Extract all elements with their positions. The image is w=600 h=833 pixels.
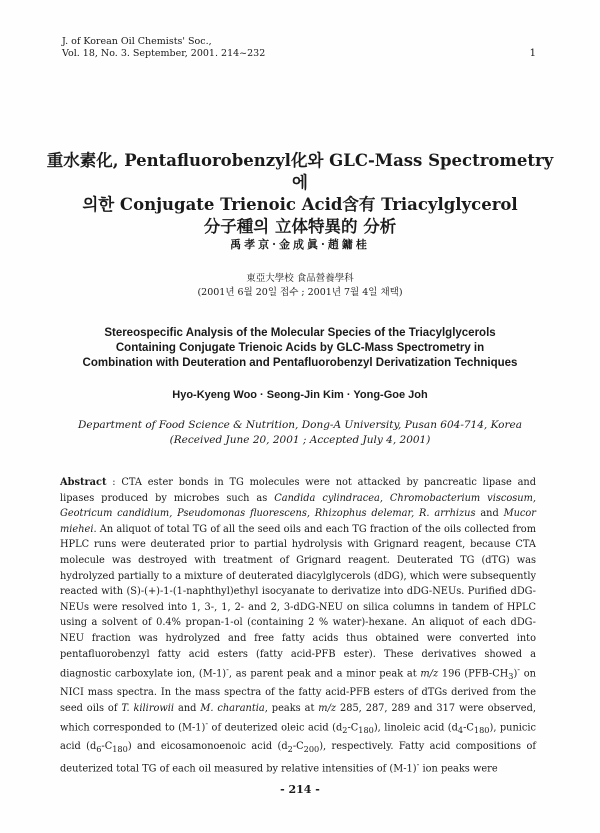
abstract-text: ), respectively. Fatty acid compositions of deuterized total TG of each oil measured by relative intensities of (M-1) xyxy=(60,740,536,775)
journal-volume: Vol. 18, No. 3. September, 2001. 214~232 xyxy=(62,48,266,59)
abstract-text: , peaks at xyxy=(264,702,319,714)
subscript: 180 xyxy=(473,725,490,736)
abstract-text: and xyxy=(475,508,504,520)
abstract-term: m/z xyxy=(420,668,439,680)
abstract-text: -C xyxy=(292,740,304,752)
abstract-text: -C xyxy=(347,722,359,734)
korean-title-line1: 重水素化, Pentafluorobenzyl化와 GLC-Mass Spectrometry에 xyxy=(46,151,554,192)
subscript: 200 xyxy=(303,743,320,754)
abstract-text: on NICI mass spectra. In the mass spectra of the fatty acid-PFB esters of dTGs derived from the seed oils of xyxy=(60,668,536,714)
journal-header xyxy=(62,36,265,60)
subscript: 3 xyxy=(508,671,514,682)
abstract-term: m/z xyxy=(318,702,337,714)
subscript: 2 xyxy=(287,743,293,754)
subscript: 2 xyxy=(342,725,348,736)
korean-dates: (2001년 6월 20일 접수 ; 2001년 7월 4일 채택) xyxy=(197,287,403,298)
journal-name: J. of Korean Oil Chemists' Soc., xyxy=(62,36,212,47)
abstract xyxy=(60,475,536,777)
english-title xyxy=(52,326,548,371)
korean-title xyxy=(40,150,560,238)
korean-title-line3: 分子種의 立体特異的 分析 xyxy=(203,217,397,236)
abstract-text: ), punicic acid (d xyxy=(60,722,536,752)
abstract-text: ), linoleic acid (d xyxy=(373,722,458,734)
subscript: 4 xyxy=(457,725,464,736)
subscript: 6 xyxy=(96,743,102,754)
superscript: - xyxy=(226,664,229,675)
english-authors: Hyo-Kyeng Woo · Seong-Jin Kim · Yong-Goe Joh xyxy=(172,389,428,401)
abstract-text: ) and eicosamonoenoic acid (d xyxy=(127,740,288,752)
page-footer: - 214 - xyxy=(280,783,320,796)
abstract-text: and xyxy=(174,702,201,714)
abstract-colon: : xyxy=(106,477,122,488)
subscript: 180 xyxy=(358,725,374,736)
english-affiliation xyxy=(0,418,600,448)
abstract-text: , as parent peak and a minor peak at xyxy=(228,668,421,680)
korean-title-line2: 의한 Conjugate Trienoic Acid含有 Triacylglycerol xyxy=(82,195,518,214)
abstract-species: Mucor miehei xyxy=(60,508,536,535)
abstract-text: ) xyxy=(513,668,518,680)
abstract-species: T. kilirowii xyxy=(121,702,175,714)
page-number: 1 xyxy=(529,48,536,59)
superscript: - xyxy=(416,759,420,770)
abstract-species: M. charantia xyxy=(200,702,265,714)
abstract-text: 285, 287, 289 and 317 were observed, which corresponded to (M-1) xyxy=(60,702,536,734)
superscript: - xyxy=(517,664,521,675)
english-title-line2: Containing Conjugate Trienoic Acids by GLC-Mass Spectrometry in xyxy=(115,342,485,354)
abstract-text: -C xyxy=(463,722,474,734)
english-dates: (Received June 20, 2001 ; Accepted July 4, 2001) xyxy=(169,434,431,446)
abstract-label: Abstract xyxy=(60,477,107,488)
korean-authors: 禹孝京·金成眞·趙鏞桂 xyxy=(230,238,370,251)
english-title-line1: Stereospecific Analysis of the Molecular Species of the Triacylglycerols xyxy=(104,327,496,339)
abstract-text: of deuterized oleic acid (d xyxy=(208,722,343,734)
abstract-text: -C xyxy=(101,740,113,752)
english-title-line3: Combination with Deuteration and Pentafluorobenzyl Derivatization Techniques xyxy=(82,357,518,369)
abstract-text: ion peaks were xyxy=(419,763,498,775)
abstract-text: 196 (PFB-CH xyxy=(438,668,509,680)
abstract-text: . An aliquot of total TG of all the seed oils and each TG fraction of the oils collected from HPLC runs were deuterated prior to partial hydrolysis with Grignard reagent, because CTA molecule was destroyed with treatment of Grignard reagent. Deuterated TG (dTG) was hydrolyzed partially to a mixture of deuterated diacylglycerols (dDG), which were subsequently reacted with (S)-(+)-1-(1-naphthyl)ethyl isocyanate to derivatize into dDG-NEUs. Purified dDG-NEUs were resolved into 1, 3-, 1, 2- and 2, 3-dDG-NEU on silica columns in tandem of HPLC using a solvent of 0.4% propan-1-ol (containing 2 % water)-hexane. An aliquot of each dDG-NEU fraction was hydrolyzed and free fatty acids thus obtained were converted into pentafluorobenzyl fatty acid esters (fatty acid-PFB ester). These derivatives showed a diagnostic carboxylate ion, (M-1) xyxy=(60,523,536,680)
korean-affiliation-line1: 東亞大學校 食品營養學科 xyxy=(246,273,354,284)
abstract-species: Candida cylindracea, Chromobacterium viscosum, Geotricum candidium, Pseudomonas fluorescens, Rhizophus delemar, R. arrhizus xyxy=(60,492,536,520)
superscript: - xyxy=(205,718,209,729)
korean-affiliation xyxy=(0,272,600,300)
subscript: 180 xyxy=(112,743,128,754)
abstract-text: CTA ester bonds in TG molecules were not attacked by pancreatic lipase and lipases produced by microbes such as xyxy=(60,477,537,504)
english-affiliation-line1: Department of Food Science & Nutrition, Dong-A University, Pusan 604-714, Korea xyxy=(78,419,522,431)
